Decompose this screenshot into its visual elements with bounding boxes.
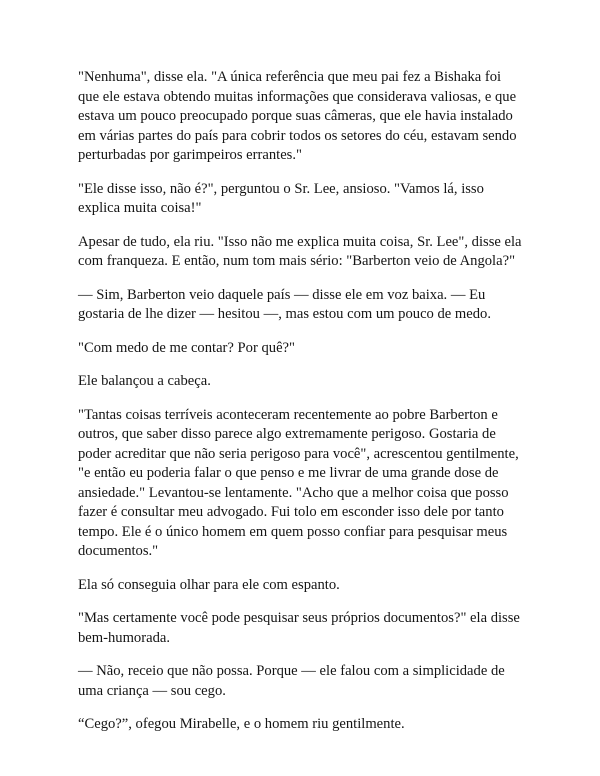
paragraph-11: “Cego?”, ofegou Mirabelle, e o homem riu gentilmente.	[78, 716, 405, 732]
paragraph-6: Ele balançou a cabeça.	[78, 373, 211, 389]
paragraph-4: — Sim, Barberton veio daquele país — disse ele em voz baixa. — Eu gostaria de lhe dizer — hesitou —, mas estou com um pouco de medo.	[78, 286, 491, 322]
paragraph-9: "Mas certamente você pode pesquisar seus próprios documentos?" ela disse bem-humorada.	[78, 610, 520, 646]
paragraph-2: "Ele disse isso, não é?", perguntou o Sr. Lee, ansioso. "Vamos lá, isso explica muita coisa!"	[78, 180, 484, 216]
paragraph-8: Ela só conseguia olhar para ele com espanto.	[78, 576, 340, 593]
paragraph-10: — Não, receio que não possa. Porque — ele falou com a simplicidade de uma criança — sou cego.	[78, 663, 505, 699]
paragraph-7: "Tantas coisas terríveis aconteceram recentemente ao pobre Barberton e outros, que saber disso parece algo extremamente perigoso. Gostaria de poder acreditar que não seria perigoso para você", acrescentou gentilmente, "e então eu poderia falar o que penso e me livrar de uma grande dose de ansiedade." Levantou-se lentamente. "Acho que a melhor coisa que posso fazer é consultar meu advogado. Fui tolo em esconder isso dele por tanto tempo. Ele é o único homem em quem posso confiar para pesquisar meus documentos."	[78, 406, 519, 559]
paragraph-1: "Nenhuma", disse ela. "A única referência que meu pai fez a Bishaka foi que ele estava obtendo muitas informações que considerava valiosas, e que estava um pouco preocupado porque suas câmeras, que ele havia instalado em várias partes do país para cobrir todos os setores do céu, estavam sendo perturbadas por garimpeiros errantes."	[78, 69, 517, 163]
paragraph-5: "Com medo de me contar? Por quê?"	[78, 339, 295, 356]
paragraph-3: Apesar de tudo, ela riu. "Isso não me explica muita coisa, Sr. Lee", disse ela com franqueza. E então, num tom mais sério: "Barberton veio de Angola?"	[78, 233, 522, 269]
document-page	[78, 68, 528, 749]
